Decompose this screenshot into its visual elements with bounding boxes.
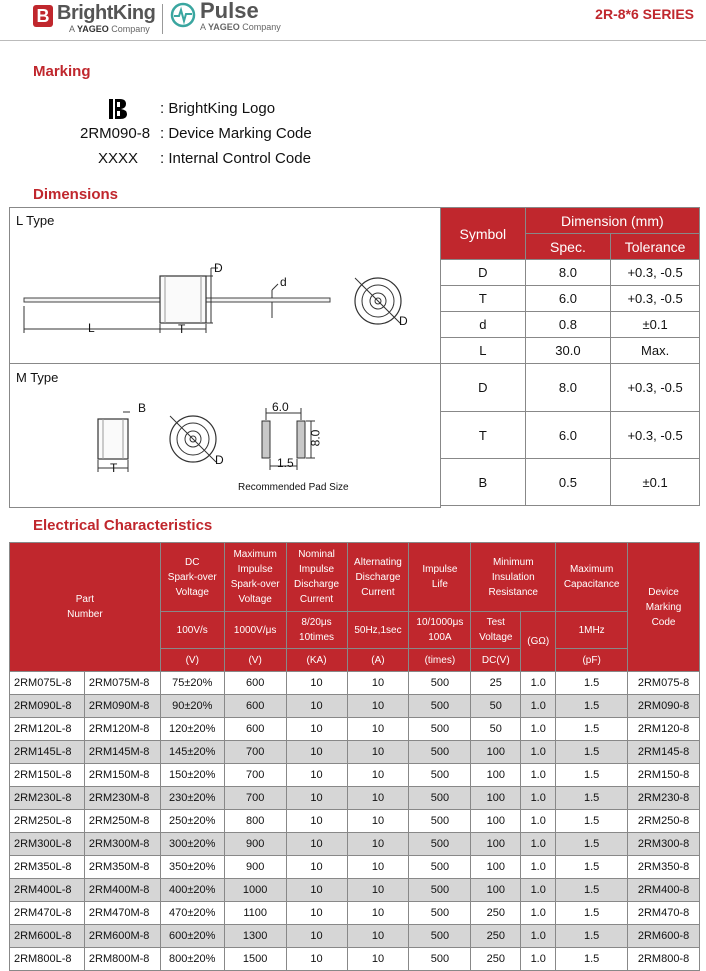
unit-imp: (V) bbox=[224, 649, 286, 672]
table-cell: 10 bbox=[347, 672, 409, 695]
table-row bbox=[441, 412, 700, 459]
table-cell: 10 bbox=[347, 764, 409, 787]
table-cell: 500 bbox=[409, 741, 471, 764]
table-row bbox=[10, 672, 700, 695]
brightking-name: BrightKing bbox=[57, 2, 156, 24]
dim-cell: 6.0 bbox=[525, 286, 611, 312]
table-cell: 2RM075M-8 bbox=[84, 672, 160, 695]
marking-logo-symbol bbox=[107, 98, 129, 120]
m-type-panel bbox=[9, 363, 441, 508]
table-cell: 250 bbox=[471, 948, 521, 971]
table-cell: 2RM300-8 bbox=[628, 833, 700, 856]
table-cell: 1.0 bbox=[521, 925, 556, 948]
electrical-title: Electrical Characteristics bbox=[33, 517, 213, 534]
table-cell: 1500 bbox=[224, 948, 286, 971]
table-cell: 10 bbox=[347, 948, 409, 971]
table-row bbox=[10, 856, 700, 879]
logo-separator bbox=[162, 4, 163, 34]
table-cell: 2RM400-8 bbox=[628, 879, 700, 902]
table-cell: 75±20% bbox=[160, 672, 224, 695]
dim-header-tolerance: Tolerance bbox=[611, 234, 700, 260]
table-cell: 1300 bbox=[224, 925, 286, 948]
table-cell: 2RM120L-8 bbox=[10, 718, 85, 741]
header-divider bbox=[0, 40, 706, 41]
table-cell: 2RM300M-8 bbox=[84, 833, 160, 856]
table-cell: 600 bbox=[224, 718, 286, 741]
dimensions-title: Dimensions bbox=[33, 186, 119, 203]
table-cell: 1.5 bbox=[556, 833, 628, 856]
table-cell: 700 bbox=[224, 787, 286, 810]
unit-cap: (pF) bbox=[556, 649, 628, 672]
l-type-drawing bbox=[10, 208, 440, 363]
unit-nom: (KA) bbox=[286, 649, 347, 672]
dim-cell: 30.0 bbox=[525, 338, 611, 364]
table-cell: 100 bbox=[471, 856, 521, 879]
unit-alt: (A) bbox=[347, 649, 409, 672]
table-cell: 1.0 bbox=[521, 718, 556, 741]
table-cell: 600 bbox=[224, 695, 286, 718]
table-cell: 1.0 bbox=[521, 948, 556, 971]
table-cell: 2RM230L-8 bbox=[10, 787, 85, 810]
dim-cell: B bbox=[441, 459, 526, 506]
table-cell: 500 bbox=[409, 672, 471, 695]
table-cell: 1.0 bbox=[521, 879, 556, 902]
table-cell: 2RM090-8 bbox=[628, 695, 700, 718]
l-dim-D-end: D bbox=[399, 314, 408, 328]
table-cell: 100 bbox=[471, 764, 521, 787]
table-cell: 250 bbox=[471, 925, 521, 948]
table-cell: 2RM150-8 bbox=[628, 764, 700, 787]
table-cell: 2RM120M-8 bbox=[84, 718, 160, 741]
table-cell: 10 bbox=[347, 810, 409, 833]
brightking-logo-icon bbox=[107, 98, 129, 120]
table-cell: 500 bbox=[409, 695, 471, 718]
table-cell: 1.0 bbox=[521, 833, 556, 856]
table-cell: 1.0 bbox=[521, 787, 556, 810]
header-alternating-discharge: Alternating Discharge Current bbox=[347, 543, 409, 612]
table-cell: 10 bbox=[286, 718, 347, 741]
header-part-number: Part Number bbox=[10, 543, 161, 672]
table-cell: 1100 bbox=[224, 902, 286, 925]
table-cell: 100 bbox=[471, 810, 521, 833]
dim-cell: D bbox=[441, 260, 526, 286]
table-cell: 10 bbox=[347, 833, 409, 856]
table-cell: 600±20% bbox=[160, 925, 224, 948]
cond-nom: 8/20μs 10times bbox=[286, 612, 347, 649]
table-cell: 1.0 bbox=[521, 856, 556, 879]
m-type-drawing bbox=[10, 364, 440, 507]
pad-size-caption: Recommended Pad Size bbox=[238, 482, 349, 493]
table-cell: 10 bbox=[286, 764, 347, 787]
table-cell: 500 bbox=[409, 833, 471, 856]
m-dim-B: B bbox=[138, 401, 147, 415]
table-cell: 2RM300L-8 bbox=[10, 833, 85, 856]
table-cell: 1.5 bbox=[556, 695, 628, 718]
table-cell: 145±20% bbox=[160, 741, 224, 764]
table-cell: 50 bbox=[471, 695, 521, 718]
table-cell: 10 bbox=[286, 741, 347, 764]
dim-cell: ±0.1 bbox=[611, 312, 700, 338]
table-cell: 10 bbox=[286, 787, 347, 810]
table-cell: 2RM800L-8 bbox=[10, 948, 85, 971]
table-cell: 2RM600-8 bbox=[628, 925, 700, 948]
table-cell: 100 bbox=[471, 833, 521, 856]
table-cell: 10 bbox=[347, 856, 409, 879]
table-cell: 25 bbox=[471, 672, 521, 695]
table-row bbox=[10, 695, 700, 718]
dim-cell: Max. bbox=[611, 338, 700, 364]
table-cell: 2RM350M-8 bbox=[84, 856, 160, 879]
dim-header-dimension: Dimension (mm) bbox=[525, 208, 699, 234]
dim-cell: +0.3, -0.5 bbox=[611, 364, 700, 412]
dim-cell: T bbox=[441, 286, 526, 312]
table-cell: 100 bbox=[471, 879, 521, 902]
table-cell: 10 bbox=[286, 902, 347, 925]
pulse-logo-icon bbox=[170, 2, 196, 28]
table-cell: 500 bbox=[409, 718, 471, 741]
table-cell: 2RM090M-8 bbox=[84, 695, 160, 718]
marking-desc-internal: : Internal Control Code bbox=[160, 150, 311, 167]
cond-dc: 100V/s bbox=[160, 612, 224, 649]
dim-cell: L bbox=[441, 338, 526, 364]
unit-dc: (V) bbox=[160, 649, 224, 672]
table-cell: 350±20% bbox=[160, 856, 224, 879]
table-cell: 2RM145-8 bbox=[628, 741, 700, 764]
pulse-subtitle: A YAGEO Company bbox=[200, 22, 281, 32]
l-type-panel bbox=[9, 207, 441, 364]
table-cell: 10 bbox=[286, 856, 347, 879]
table-cell: 2RM145L-8 bbox=[10, 741, 85, 764]
table-row bbox=[10, 879, 700, 902]
unit-life: (times) bbox=[409, 649, 471, 672]
table-cell: 2RM090L-8 bbox=[10, 695, 85, 718]
table-cell: 120±20% bbox=[160, 718, 224, 741]
l-dim-D: D bbox=[214, 261, 223, 275]
table-cell: 1.0 bbox=[521, 764, 556, 787]
dim-cell: +0.3, -0.5 bbox=[611, 286, 700, 312]
table-cell: 10 bbox=[286, 925, 347, 948]
dim-header-symbol: Symbol bbox=[441, 208, 526, 260]
table-row bbox=[10, 810, 700, 833]
table-cell: 2RM150L-8 bbox=[10, 764, 85, 787]
table-cell: 10 bbox=[347, 879, 409, 902]
table-cell: 10 bbox=[286, 833, 347, 856]
table-cell: 1.0 bbox=[521, 695, 556, 718]
table-row bbox=[441, 260, 700, 286]
dim-header-spec: Spec. bbox=[525, 234, 611, 260]
table-cell: 2RM145M-8 bbox=[84, 741, 160, 764]
header-marking-code: Device Marking Code bbox=[628, 543, 700, 672]
dim-cell: ±0.1 bbox=[611, 459, 700, 506]
cond-imp: 1000V/μs bbox=[224, 612, 286, 649]
dim-cell: T bbox=[441, 412, 526, 459]
dim-cell: D bbox=[441, 364, 526, 412]
dim-cell: 0.5 bbox=[525, 459, 611, 506]
table-cell: 10 bbox=[286, 810, 347, 833]
table-cell: 500 bbox=[409, 810, 471, 833]
table-cell: 1.5 bbox=[556, 787, 628, 810]
table-row bbox=[10, 948, 700, 971]
pulse-name: Pulse bbox=[200, 0, 259, 23]
electrical-table bbox=[9, 542, 700, 971]
table-row bbox=[10, 925, 700, 948]
dim-cell: 8.0 bbox=[525, 260, 611, 286]
unit-ins: DC(V) bbox=[471, 649, 521, 672]
table-cell: 10 bbox=[286, 879, 347, 902]
cond-alt: 50Hz,1sec bbox=[347, 612, 409, 649]
table-cell: 900 bbox=[224, 833, 286, 856]
table-cell: 700 bbox=[224, 741, 286, 764]
table-cell: 1.5 bbox=[556, 856, 628, 879]
table-cell: 1.5 bbox=[556, 672, 628, 695]
table-row bbox=[441, 459, 700, 506]
cond-ins-test: Test Voltage bbox=[471, 612, 521, 649]
marking-key-internal: XXXX bbox=[98, 150, 139, 167]
marking-title: Marking bbox=[33, 63, 91, 80]
brightking-logo bbox=[33, 2, 163, 38]
table-cell: 2RM250M-8 bbox=[84, 810, 160, 833]
cond-ins-unit: (GΩ) bbox=[521, 612, 556, 672]
table-cell: 1000 bbox=[224, 879, 286, 902]
table-row bbox=[10, 741, 700, 764]
table-cell: 90±20% bbox=[160, 695, 224, 718]
table-row bbox=[10, 902, 700, 925]
table-cell: 1.5 bbox=[556, 902, 628, 925]
table-cell: 500 bbox=[409, 902, 471, 925]
table-cell: 150±20% bbox=[160, 764, 224, 787]
table-cell: 600 bbox=[224, 672, 286, 695]
cond-cap: 1MHz bbox=[556, 612, 628, 649]
dim-cell: +0.3, -0.5 bbox=[611, 412, 700, 459]
table-cell: 2RM470M-8 bbox=[84, 902, 160, 925]
table-cell: 2RM800M-8 bbox=[84, 948, 160, 971]
marking-desc-logo: : BrightKing Logo bbox=[160, 100, 276, 117]
table-cell: 10 bbox=[347, 902, 409, 925]
table-cell: 1.5 bbox=[556, 741, 628, 764]
brightking-logo-mark: B bbox=[33, 5, 53, 27]
brightking-subtitle: A YAGEO Company bbox=[69, 24, 150, 34]
pad-width-label: 6.0 bbox=[272, 400, 289, 414]
table-row bbox=[441, 364, 700, 412]
table-cell: 1.5 bbox=[556, 948, 628, 971]
cond-life: 10/1000μs 100A bbox=[409, 612, 471, 649]
table-cell: 10 bbox=[286, 672, 347, 695]
l-dim-T: T bbox=[178, 322, 186, 336]
l-dim-L: L bbox=[88, 321, 95, 335]
table-cell: 400±20% bbox=[160, 879, 224, 902]
table-cell: 1.5 bbox=[556, 925, 628, 948]
table-cell: 2RM600M-8 bbox=[84, 925, 160, 948]
table-cell: 1.5 bbox=[556, 810, 628, 833]
l-dim-d: d bbox=[280, 275, 287, 289]
m-dim-D: D bbox=[215, 453, 224, 467]
table-cell: 800 bbox=[224, 810, 286, 833]
dim-cell: 8.0 bbox=[525, 364, 611, 412]
table-cell: 50 bbox=[471, 718, 521, 741]
table-cell: 2RM600L-8 bbox=[10, 925, 85, 948]
table-cell: 2RM120-8 bbox=[628, 718, 700, 741]
table-cell: 470±20% bbox=[160, 902, 224, 925]
m-type-label: M Type bbox=[16, 370, 59, 385]
pad-height-label: 8.0 bbox=[308, 429, 323, 447]
marking-key-device: 2RM090-8 bbox=[80, 125, 151, 142]
table-cell: 1.5 bbox=[556, 764, 628, 787]
table-cell: 1.0 bbox=[521, 672, 556, 695]
table-cell: 2RM400L-8 bbox=[10, 879, 85, 902]
table-cell: 900 bbox=[224, 856, 286, 879]
table-cell: 10 bbox=[347, 925, 409, 948]
table-cell: 500 bbox=[409, 764, 471, 787]
table-cell: 100 bbox=[471, 787, 521, 810]
table-cell: 2RM250-8 bbox=[628, 810, 700, 833]
table-cell: 2RM470-8 bbox=[628, 902, 700, 925]
table-cell: 1.5 bbox=[556, 718, 628, 741]
table-cell: 2RM800-8 bbox=[628, 948, 700, 971]
table-cell: 10 bbox=[286, 695, 347, 718]
electrical-table-body bbox=[10, 672, 700, 971]
table-row bbox=[10, 787, 700, 810]
table-cell: 500 bbox=[409, 787, 471, 810]
dim-cell: 0.8 bbox=[525, 312, 611, 338]
table-cell: 500 bbox=[409, 948, 471, 971]
dim-cell: 6.0 bbox=[525, 412, 611, 459]
table-cell: 2RM150M-8 bbox=[84, 764, 160, 787]
table-cell: 100 bbox=[471, 741, 521, 764]
dim-cell: +0.3, -0.5 bbox=[611, 260, 700, 286]
table-cell: 1.5 bbox=[556, 879, 628, 902]
header-insulation: Minimum Insulation Resistance bbox=[471, 543, 556, 612]
table-row bbox=[10, 833, 700, 856]
table-cell: 500 bbox=[409, 856, 471, 879]
table-cell: 2RM350-8 bbox=[628, 856, 700, 879]
table-cell: 10 bbox=[286, 948, 347, 971]
table-cell: 10 bbox=[347, 718, 409, 741]
table-cell: 700 bbox=[224, 764, 286, 787]
table-cell: 800±20% bbox=[160, 948, 224, 971]
table-cell: 2RM470L-8 bbox=[10, 902, 85, 925]
table-row bbox=[441, 312, 700, 338]
table-cell: 230±20% bbox=[160, 787, 224, 810]
table-cell: 2RM075-8 bbox=[628, 672, 700, 695]
table-row bbox=[441, 286, 700, 312]
header-impulse-life: Impulse Life bbox=[409, 543, 471, 612]
series-title: 2R-8*6 SERIES bbox=[595, 6, 694, 22]
header-capacitance: Maximum Capacitance bbox=[556, 543, 628, 612]
table-cell: 2RM250L-8 bbox=[10, 810, 85, 833]
l-type-label: L Type bbox=[16, 213, 55, 228]
table-cell: 10 bbox=[347, 741, 409, 764]
table-cell: 2RM400M-8 bbox=[84, 879, 160, 902]
table-row bbox=[10, 718, 700, 741]
header-nominal-discharge: Nominal Impulse Discharge Current bbox=[286, 543, 347, 612]
table-cell: 250 bbox=[471, 902, 521, 925]
table-cell: 1.0 bbox=[521, 741, 556, 764]
table-cell: 500 bbox=[409, 925, 471, 948]
header-impulse-sparkover: Maximum Impulse Spark-over Voltage bbox=[224, 543, 286, 612]
table-cell: 2RM350L-8 bbox=[10, 856, 85, 879]
table-cell: 1.0 bbox=[521, 810, 556, 833]
header-dc-sparkover: DC Spark-over Voltage bbox=[160, 543, 224, 612]
marking-desc-device: : Device Marking Code bbox=[160, 125, 312, 142]
pad-gap-label: 1.5 bbox=[277, 456, 294, 470]
table-row bbox=[10, 764, 700, 787]
table-cell: 10 bbox=[347, 695, 409, 718]
table-cell: 250±20% bbox=[160, 810, 224, 833]
table-cell: 2RM075L-8 bbox=[10, 672, 85, 695]
table-cell: 300±20% bbox=[160, 833, 224, 856]
dim-cell: d bbox=[441, 312, 526, 338]
table-row bbox=[441, 338, 700, 364]
table-cell: 1.0 bbox=[521, 902, 556, 925]
table-cell: 500 bbox=[409, 879, 471, 902]
table-cell: 2RM230-8 bbox=[628, 787, 700, 810]
m-dim-T: T bbox=[110, 461, 118, 475]
dimensions-table bbox=[440, 207, 700, 506]
table-cell: 2RM230M-8 bbox=[84, 787, 160, 810]
table-cell: 10 bbox=[347, 787, 409, 810]
